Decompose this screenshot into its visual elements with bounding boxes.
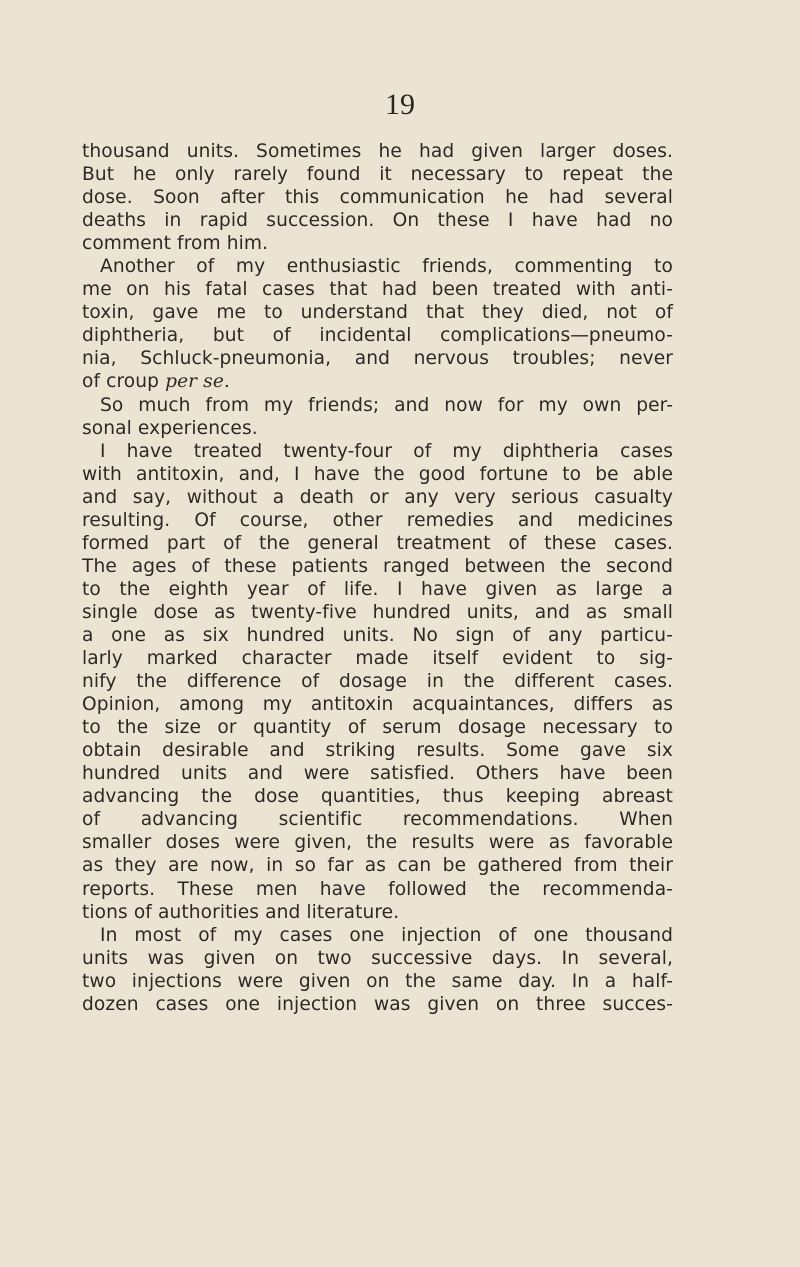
- text-line: [82, 509, 673, 532]
- text-line-content: comment from him.: [82, 233, 269, 255]
- text-line-content: tions of authorities and literature.: [82, 901, 400, 923]
- text-line-content: to the size or quantity of serum dosage necessary to: [82, 717, 673, 739]
- text-line-content: nify the difference of dosage in the different cases.: [82, 671, 673, 693]
- text-line-content: The ages of these patients ranged between the second: [82, 555, 673, 577]
- text-line: [82, 163, 673, 186]
- text-line-content: two injections were given on the same day. In a half-: [82, 970, 673, 992]
- text-line-content: Another of my enthusiastic friends, commenting to: [100, 256, 673, 278]
- text-line: [82, 947, 673, 970]
- text-line: [82, 670, 673, 693]
- text-line-content: thousand units. Sometimes he had given larger doses.: [82, 141, 673, 162]
- text-line-content: dozen cases one injection was given on three succes-: [82, 993, 673, 1015]
- text-line-content: a one as six hundred units. No sign of any particu-: [82, 624, 673, 646]
- text-line: [82, 624, 673, 647]
- text-line: [82, 486, 673, 509]
- text-line-content: But he only rarely found it necessary to repeat the: [82, 164, 673, 186]
- text-line-content: smaller doses were given, the results were as favorable: [82, 832, 673, 854]
- text-line-content: resulting. Of course, other remedies and medicines: [82, 509, 673, 531]
- text-line: [82, 347, 673, 370]
- text-line-content: So much from my friends; and now for my own per-: [100, 394, 673, 416]
- text-line-content: units was given on two successive days. In several,: [82, 947, 673, 969]
- text-line-content: of croup: [82, 371, 166, 393]
- text-line: [82, 762, 673, 785]
- text-line: [82, 440, 673, 463]
- text-line-content: In most of my cases one injection of one thousand: [100, 924, 673, 946]
- text-line-content: diphtheria, but of incidental complications—pneumo-: [82, 325, 673, 347]
- text-line: [82, 601, 673, 624]
- text-line: [82, 693, 673, 716]
- text-line: [82, 924, 673, 947]
- text-line-content: me on his fatal cases that had been treated with anti-: [82, 279, 673, 301]
- text-line-content: I have treated twenty-four of my diphtheria cases: [100, 440, 673, 462]
- text-line: [82, 324, 673, 347]
- text-line-content: nia, Schluck-pneumonia, and nervous troubles; never: [82, 348, 673, 370]
- italic-phrase: per se.: [165, 371, 230, 393]
- text-line-content: obtain desirable and striking results. Some gave six: [82, 740, 673, 762]
- text-line: [82, 970, 673, 993]
- text-line: [82, 278, 673, 301]
- text-line-content: with antitoxin, and, I have the good fortune to be able: [82, 463, 673, 485]
- text-line: [82, 854, 673, 877]
- text-line: [82, 831, 673, 854]
- text-line-content: toxin, gave me to understand that they died, not of: [82, 302, 673, 324]
- text-line: [82, 785, 673, 808]
- text-line: [82, 993, 673, 1016]
- text-line: [82, 232, 673, 255]
- text-line: [82, 647, 673, 670]
- text-line-content: deaths in rapid succession. On these I have had no: [82, 210, 673, 232]
- text-line-content: formed part of the general treatment of these cases.: [82, 532, 673, 554]
- text-line: [82, 878, 673, 901]
- page-number: 19: [385, 88, 415, 121]
- body-text: [82, 140, 673, 1016]
- text-line-content: advancing the dose quantities, thus keeping abreast: [82, 786, 673, 808]
- text-line: [82, 186, 673, 209]
- text-line: [82, 739, 673, 762]
- text-line-content: reports. These men have followed the recommenda-: [82, 878, 673, 900]
- text-line: [82, 808, 673, 831]
- text-line: [82, 555, 673, 578]
- text-line-content: larly marked character made itself evident to sig-: [82, 648, 673, 670]
- text-line-content: hundred units and were satisfied. Others have been: [82, 763, 673, 785]
- text-line-content: as they are now, in so far as can be gathered from their: [82, 855, 673, 877]
- text-line: [82, 463, 673, 486]
- text-line: [82, 578, 673, 601]
- text-line: [82, 209, 673, 232]
- text-line: [82, 255, 673, 278]
- text-line: [82, 140, 673, 163]
- text-line-content: and say, without a death or any very serious casualty: [82, 486, 673, 508]
- text-line: [82, 716, 673, 739]
- text-line-content: to the eighth year of life. I have given as large a: [82, 578, 673, 600]
- text-line-content: dose. Soon after this communication he had several: [82, 187, 673, 209]
- text-line: [82, 901, 673, 924]
- text-line-content: of advancing scientific recommendations. When: [82, 809, 673, 831]
- text-line-content: Opinion, among my antitoxin acquaintances, differs as: [82, 694, 673, 716]
- text-line: [82, 301, 673, 324]
- text-line-content: sonal experiences.: [82, 417, 258, 439]
- text-line: [82, 532, 673, 555]
- text-line: [82, 370, 673, 393]
- text-line: [82, 417, 673, 440]
- text-line-content: single dose as twenty-five hundred units, and as small: [82, 601, 673, 623]
- text-line: [82, 394, 673, 417]
